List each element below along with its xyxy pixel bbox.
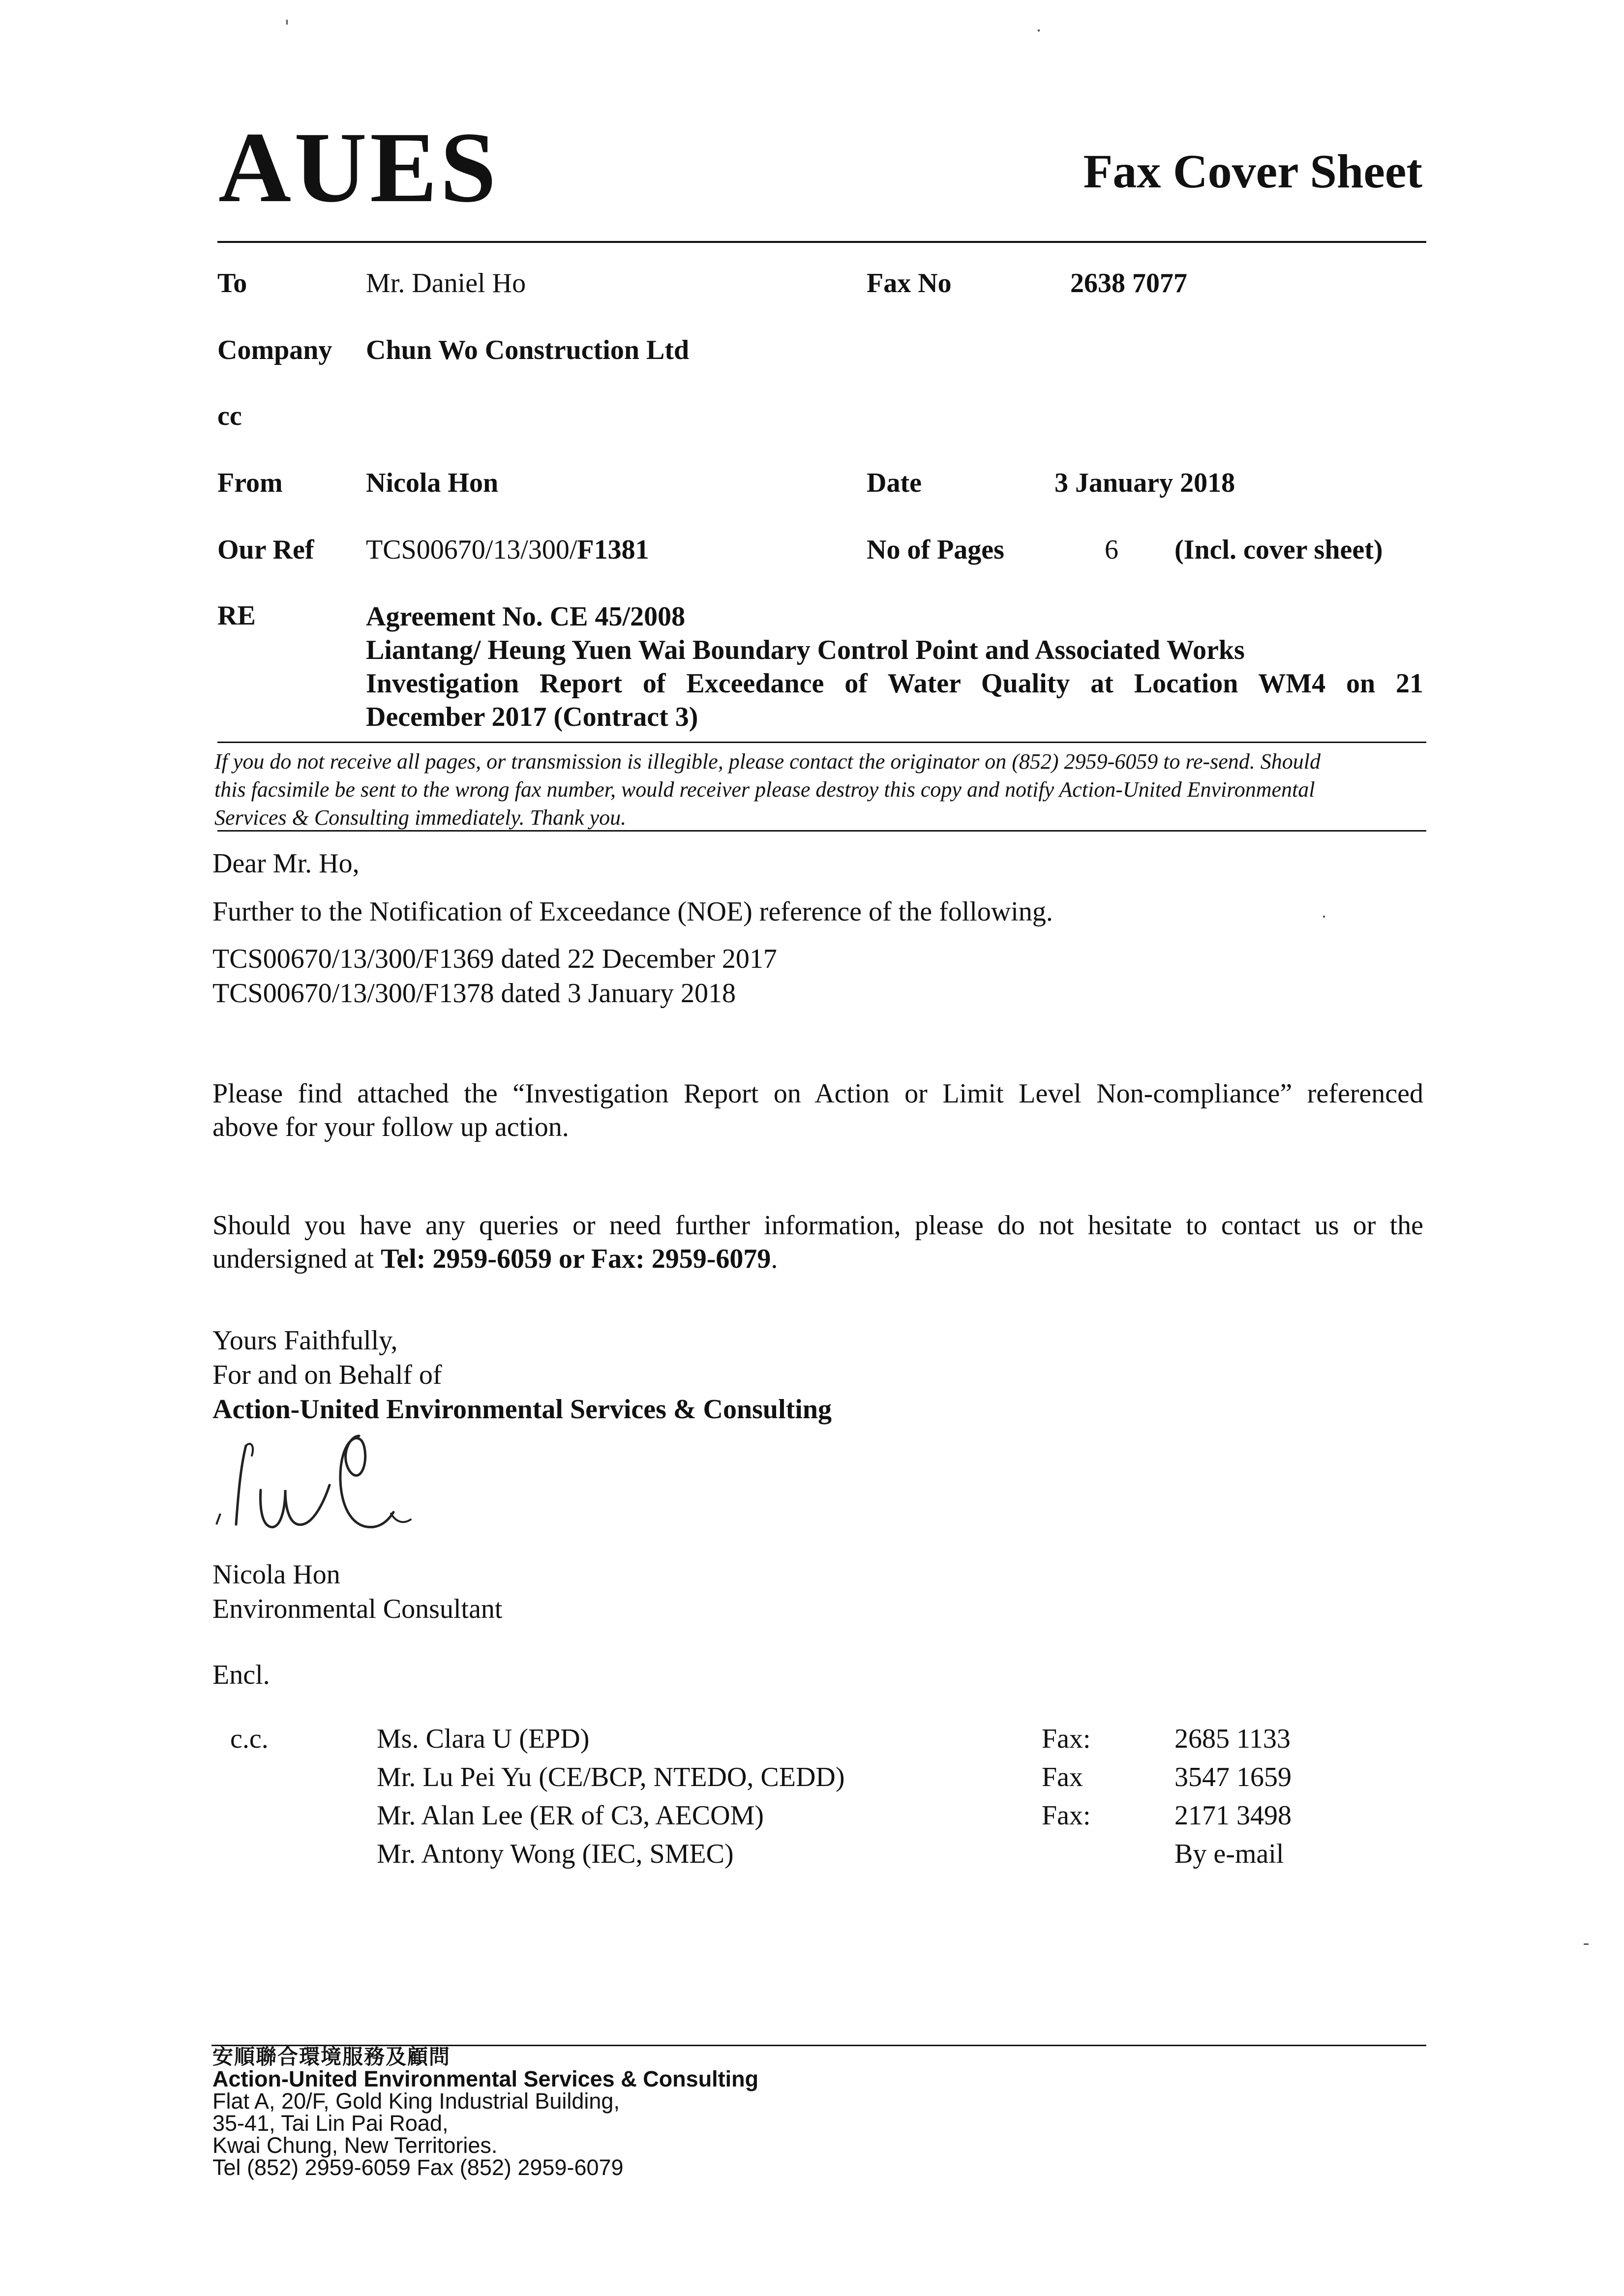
- date-label: Date: [867, 468, 922, 498]
- reference-line: TCS00670/13/300/F1369 dated 22 December 2017: [212, 944, 777, 974]
- cc-fax-label: Fax:: [1042, 1800, 1091, 1831]
- sender-company: Action-United Environmental Services & Consulting: [212, 1394, 832, 1425]
- reference-line: TCS00670/13/300/F1378 dated 3 January 2018: [212, 978, 736, 1009]
- faxno-label: Fax No: [867, 268, 952, 298]
- signer-name: Nicola Hon: [212, 1559, 340, 1590]
- re-line: Investigation Report of Exceedance of Water Quality at Location WM4 on 21: [366, 668, 1423, 699]
- closing: Yours Faithfully,: [212, 1325, 398, 1356]
- pages-label: No of Pages: [867, 535, 1004, 565]
- header-rule: [217, 241, 1426, 243]
- re-line: Liantang/ Heung Yuen Wai Boundary Control Point and Associated Works: [366, 635, 1245, 665]
- from-label: From: [217, 468, 283, 498]
- cc-label: cc: [217, 401, 242, 431]
- disclaimer-line: this facsimile be sent to the wrong fax number, would receiver please destroy this copy and notify Action-United Environmental: [214, 777, 1315, 802]
- to-label: To: [217, 268, 247, 298]
- footer-company: Action-United Environmental Services & Consulting: [212, 2066, 759, 2091]
- from-value: Nicola Hon: [366, 468, 499, 498]
- signer-title: Environmental Consultant: [212, 1594, 503, 1624]
- contact-numbers: Tel: 2959-6059 or Fax: 2959-6079: [381, 1244, 771, 1274]
- footer-address-block: [212, 2046, 758, 2178]
- ourref-label: Our Ref: [217, 535, 314, 565]
- re-line: Agreement No. CE 45/2008: [366, 601, 686, 632]
- cc-fax-label: Fax:: [1042, 1724, 1091, 1754]
- disclaimer-line: Services & Consulting immediately. Thank you.: [214, 805, 627, 830]
- scan-speck: [1038, 30, 1040, 31]
- paragraph-text: undersigned at: [212, 1244, 381, 1274]
- contact-paragraph: [212, 1209, 1423, 1276]
- re-label: RE: [217, 600, 256, 631]
- company-value: Chun Wo Construction Ltd: [366, 335, 690, 365]
- company-label: Company: [217, 335, 332, 365]
- disclaimer: [214, 747, 1424, 832]
- pages-value: 6: [1105, 535, 1118, 565]
- footer-address-line: 35-41, Tai Lin Pai Road,: [212, 2111, 449, 2136]
- scan-speck: [1584, 1943, 1589, 1945]
- cc-list-label: c.c.: [230, 1724, 269, 1754]
- cc-fax-number: 2685 1133: [1174, 1724, 1291, 1754]
- handwritten-signature: [211, 1426, 438, 1544]
- cc-fax-number: 3547 1659: [1174, 1762, 1292, 1792]
- paragraph-line: Should you have any queries or need further information, please do not hesitate to contact us or the: [212, 1210, 1423, 1241]
- to-value: Mr. Daniel Ho: [366, 268, 526, 298]
- cc-recipient-name: Mr. Antony Wong (IEC, SMEC): [377, 1839, 734, 1869]
- cc-recipient-name: Mr. Lu Pei Yu (CE/BCP, NTEDO, CEDD): [377, 1762, 845, 1792]
- ourref-number: F1381: [577, 535, 649, 565]
- scan-speck: [286, 20, 288, 25]
- behalf-line: For and on Behalf of: [212, 1360, 442, 1390]
- cc-fax-label: Fax: [1042, 1762, 1083, 1792]
- paragraph-line: Please find attached the “Investigation Report on Action or Limit Level Non-compliance” referenced: [212, 1078, 1423, 1109]
- cc-recipient-name: Mr. Alan Lee (ER of C3, AECOM): [377, 1800, 764, 1831]
- footer-address-line: Kwai Chung, New Territories.: [212, 2133, 498, 2158]
- footer-address-line: Flat A, 20/F, Gold King Industrial Building,: [212, 2088, 620, 2114]
- date-value: 3 January 2018: [1054, 468, 1235, 498]
- disclaimer-bottom-rule: [217, 830, 1426, 832]
- intro-line: Further to the Notification of Exceedance (NOE) reference of the following.: [212, 896, 1053, 927]
- faxno-value: 2638 7077: [1070, 268, 1187, 298]
- disclaimer-top-rule: [217, 742, 1426, 743]
- disclaimer-line: If you do not receive all pages, or transmission is illegible, please contact the originator on (852) 2959-6059 to re-send. Should: [214, 749, 1321, 774]
- re-line: December 2017 (Contract 3): [366, 702, 698, 732]
- paragraph-line: [212, 1242, 1423, 1276]
- attachment-paragraph: [212, 1077, 1423, 1144]
- footer-contact: Tel (852) 2959-6059 Fax (852) 2959-6079: [212, 2155, 624, 2180]
- re-subject: [366, 600, 1423, 734]
- page-title: Fax Cover Sheet: [1083, 145, 1422, 198]
- scan-speck: [1323, 916, 1325, 918]
- footer-company-chinese: 安順聯合環境服務及顧問: [212, 2045, 451, 2069]
- company-logo: AUES: [218, 112, 499, 223]
- salutation: Dear Mr. Ho,: [212, 848, 360, 879]
- ourref-value: [366, 536, 649, 564]
- paragraph-line: above for your follow up action.: [212, 1112, 569, 1142]
- enclosure-label: Encl.: [212, 1660, 270, 1690]
- cc-fax-number: 2171 3498: [1174, 1800, 1292, 1831]
- paragraph-text: .: [771, 1244, 778, 1274]
- pages-note: (Incl. cover sheet): [1174, 535, 1383, 565]
- cc-delivery-method: By e-mail: [1174, 1839, 1284, 1869]
- cc-recipient-name: Ms. Clara U (EPD): [377, 1724, 590, 1754]
- ourref-prefix: TCS00670/13/300/: [366, 535, 577, 565]
